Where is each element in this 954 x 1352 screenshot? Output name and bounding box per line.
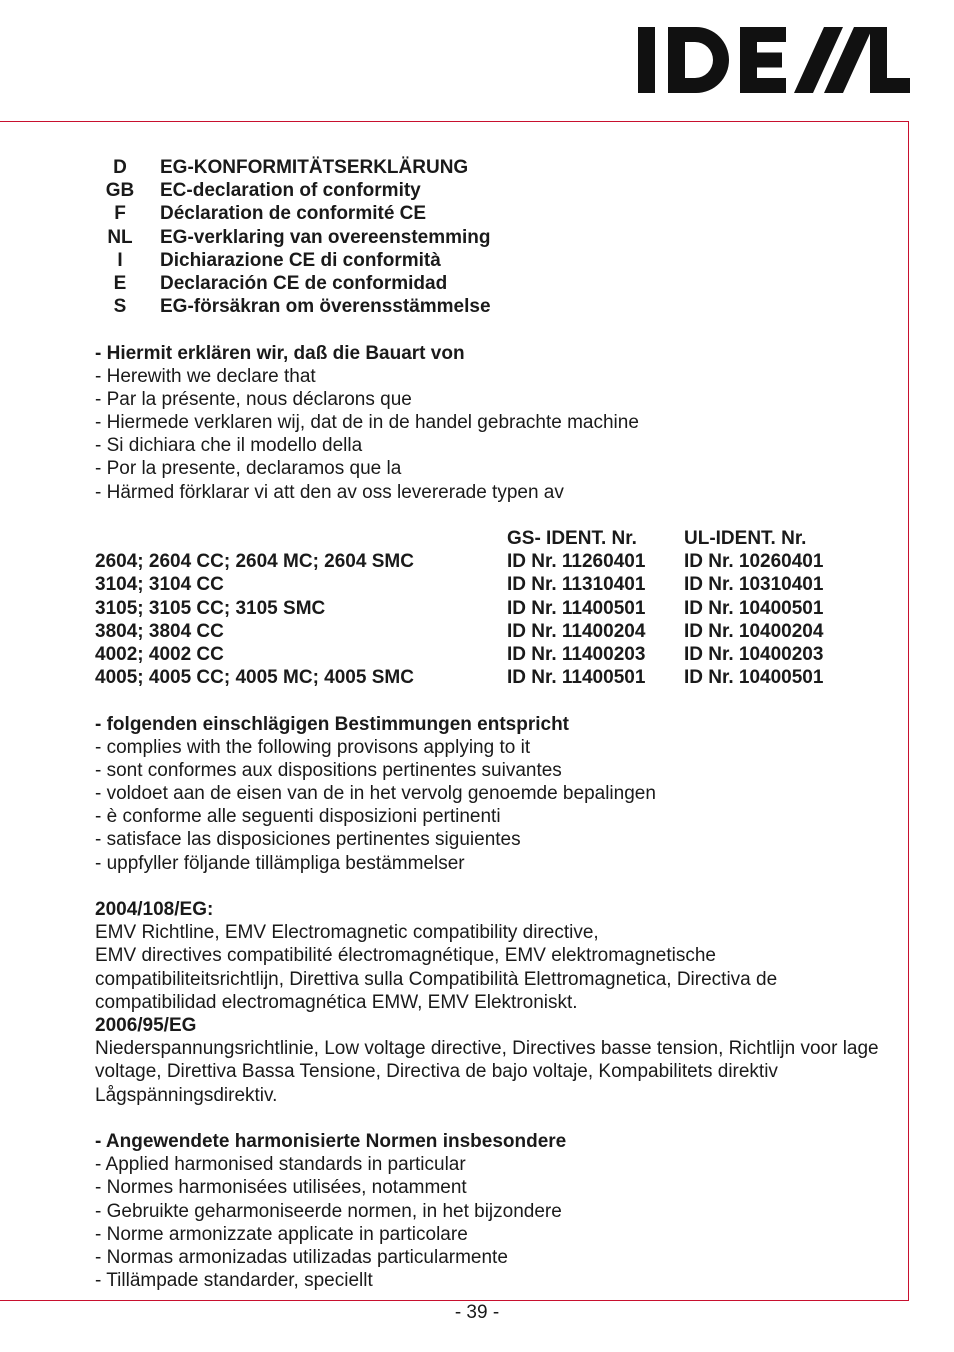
model-cell: 4002; 4002 CC — [95, 643, 224, 665]
complies-line: - complies with the following provisons applying to it — [95, 736, 531, 758]
directive-first-line: EMV Richtline, EMV Electromagnetic compatibility directive, — [95, 922, 599, 944]
gs-ident-cell: ID Nr. 11310401 — [507, 574, 646, 596]
table-row — [95, 597, 890, 620]
language-title-row — [95, 202, 890, 225]
standards-line: - Angewendete harmonisierte Normen insbesondere — [95, 1130, 567, 1152]
declare-line: - Hiermede verklaren wij, dat de in de handel gebrachte machine — [95, 412, 639, 434]
directive-heading: 2004/108/EG: — [95, 899, 214, 920]
declare-statements — [95, 342, 890, 504]
language-code: D — [113, 157, 127, 178]
models-table — [95, 527, 890, 689]
complies-line: - è conforme alle seguenti disposizioni pertinenti — [95, 806, 501, 828]
table-row — [95, 550, 890, 573]
ideal-logo — [638, 27, 910, 93]
ul-ident-cell: ID Nr. 10310401 — [684, 574, 824, 596]
table-header-row — [95, 527, 890, 550]
language-title-row — [95, 249, 890, 272]
language-title-row — [95, 226, 890, 249]
gs-ident-cell: ID Nr. 11400501 — [507, 597, 646, 619]
table-row — [95, 573, 890, 596]
directive-text: EMV directives compatibilité électromagnétique, EMV elektromagnetische compatibiliteitsrichtlijn, Direttiva sulla Compatibilità Elettromagnetica, Directiva de compatibilidad electromagnética EMW, EMV Elektroniskt. — [95, 945, 778, 1013]
gs-ident-cell: ID Nr. 11400204 — [507, 620, 646, 642]
declare-line: - Herewith we declare that — [95, 365, 316, 387]
red-frame-top — [0, 121, 909, 122]
language-code: E — [113, 272, 127, 294]
declare-line: - Par la présente, nous déclarons que — [95, 388, 412, 410]
model-cell: 3105; 3105 CC; 3105 SMC — [95, 597, 326, 619]
language-title: Dichiarazione CE di conformità — [160, 249, 441, 271]
ul-ident-cell: ID Nr. 10400204 — [684, 620, 824, 642]
standards-line: - Norme armonizzate applicate in particolare — [95, 1223, 468, 1245]
standards-line: - Normas armonizadas utilizadas particularmente — [95, 1246, 508, 1268]
table-row — [95, 643, 890, 666]
directive-emv — [95, 898, 890, 1014]
red-frame-right — [908, 121, 909, 1300]
table-row — [95, 666, 890, 689]
ul-ident-cell: ID Nr. 10260401 — [684, 551, 824, 573]
language-code: NL — [107, 226, 133, 248]
red-frame-bottom — [0, 1300, 909, 1301]
language-title: EC-declaration of conformity — [160, 180, 421, 202]
model-cell: 3804; 3804 CC — [95, 620, 224, 642]
language-title: Declaración CE de conformidad — [160, 272, 448, 294]
page-number: - 39 - — [454, 1302, 500, 1323]
table-header — [95, 527, 507, 550]
table-row — [95, 620, 890, 643]
language-title-row — [95, 179, 890, 202]
model-cell: 2604; 2604 CC; 2604 MC; 2604 SMC — [95, 551, 414, 573]
language-code: GB — [105, 180, 135, 202]
declare-line: - Por la presente, declaramos que la — [95, 458, 402, 480]
language-titles — [95, 156, 890, 318]
gs-ident-cell: ID Nr. 11400501 — [507, 667, 646, 689]
standards-line: - Normes harmonisées utilisées, notamment — [95, 1177, 467, 1199]
language-title: EG-försäkran om överensstämmelse — [160, 296, 491, 318]
ul-ident-cell: ID Nr. 10400501 — [684, 667, 824, 689]
declare-line: - Härmed förklarar vi att den av oss levererade typen av — [95, 481, 564, 503]
declare-line: - Si dichiara che il modello della — [95, 435, 363, 457]
complies-line: - voldoet aan de eisen van de in het vervolg genoemde bepalingen — [95, 783, 656, 805]
ul-ident-cell: ID Nr. 10400501 — [684, 597, 824, 619]
standards-line: - Applied harmonised standards in particular — [95, 1154, 466, 1176]
model-cell: 4005; 4005 CC; 4005 MC; 4005 SMC — [95, 667, 414, 689]
language-title-row — [95, 272, 890, 295]
table-header: GS- IDENT. Nr. — [507, 528, 637, 549]
declaration-body — [95, 156, 890, 1292]
directive-heading: 2006/95/EG — [95, 1014, 197, 1036]
language-title: EG-verklaring van overeenstemming — [160, 226, 491, 248]
complies-statements — [95, 713, 890, 875]
model-cell: 3104; 3104 CC — [95, 574, 224, 596]
complies-line: - uppfyller följande tillämpliga bestämmelser — [95, 852, 465, 874]
language-title-row — [95, 295, 890, 318]
directive-text: Niederspannungsrichtlinie, Low voltage directive, Directives basse tension, Richtlijn voor lage voltage, Direttiva Bassa Tensione, Directiva de bajo voltaje, Kompabilitets direktiv Lågspänningsdirektiv. — [95, 1038, 879, 1106]
language-code: F — [114, 203, 126, 225]
gs-ident-cell: ID Nr. 11400203 — [507, 643, 646, 665]
language-title: EG-KONFORMITÄTSERKLÄRUNG — [160, 157, 469, 178]
language-code: S — [113, 296, 127, 318]
table-header: UL-IDENT. Nr. — [684, 528, 807, 549]
language-code: I — [117, 249, 123, 271]
standards-statements — [95, 1130, 890, 1292]
complies-line: - sont conformes aux dispositions pertinentes suivantes — [95, 759, 562, 781]
standards-line: - Gebruikte geharmoniseerde normen, in het bijzondere — [95, 1200, 562, 1222]
complies-line: - folgenden einschlägigen Bestimmungen entspricht — [95, 713, 569, 735]
standards-line: - Tillämpade standarder, speciellt — [95, 1270, 373, 1292]
language-title: Déclaration de conformité CE — [160, 203, 427, 225]
declare-line: - Hiermit erklären wir, daß die Bauart von — [95, 342, 465, 364]
directive-low-voltage — [95, 1014, 890, 1107]
gs-ident-cell: ID Nr. 11260401 — [507, 551, 646, 573]
language-title-row — [95, 156, 890, 179]
ul-ident-cell: ID Nr. 10400203 — [684, 643, 824, 665]
complies-line: - satisface las disposiciones pertinentes siguientes — [95, 829, 521, 851]
